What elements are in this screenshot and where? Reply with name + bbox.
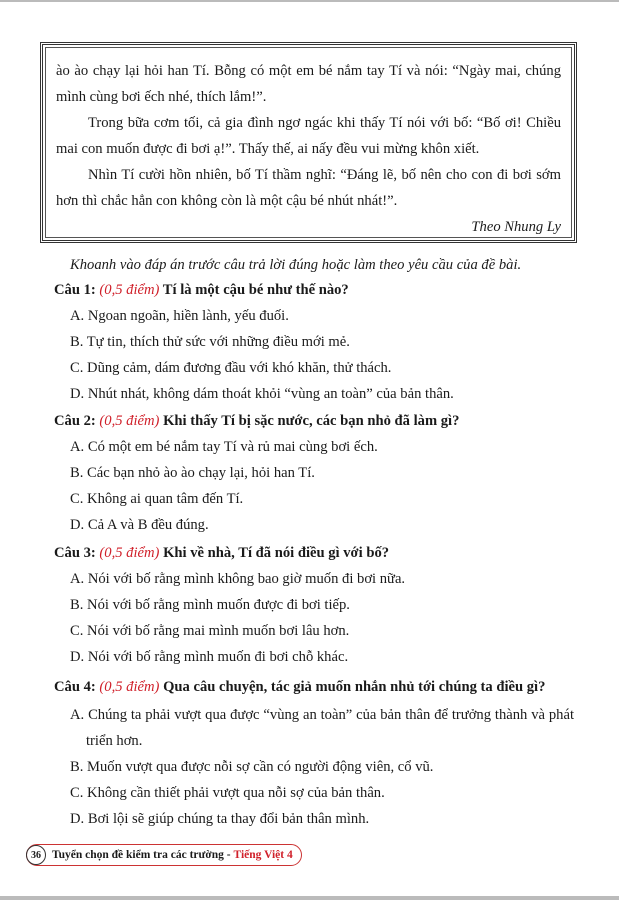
question-text: Khi thấy Tí bị sặc nước, các bạn nhỏ đã làm gì? — [163, 413, 460, 429]
answer-option[interactable]: A. Có một em bé nắm tay Tí và rủ mai cùng bơi ếch. — [70, 439, 378, 455]
question-label: Câu 1: — [54, 282, 96, 298]
question-1 — [54, 277, 574, 407]
book-title: Tuyển chọn đề kiểm tra các trường - — [52, 849, 231, 861]
question-2 — [54, 408, 574, 538]
answer-option[interactable]: C. Không ai quan tâm đến Tí. — [70, 491, 244, 507]
answer-option[interactable]: A. Nói với bố rằng mình không bao giờ muốn đi bơi nữa. — [70, 571, 406, 587]
question-points: (0,5 điểm) — [99, 545, 160, 561]
question-4 — [54, 674, 574, 832]
question-text: Qua câu chuyện, tác giả muốn nhắn nhủ tới chúng ta điều gì? — [163, 679, 546, 695]
bottom-edge — [0, 896, 619, 900]
question-text: Tí là một cậu bé như thế nào? — [162, 282, 349, 298]
passage-paragraph: Trong bữa cơm tối, cả gia đình ngơ ngác khi thấy Tí nói với bố: “Bố ơi! Chiều mai con muốn được đi bơi ạ!”. Thấy thế, ai nấy đều vui mừng khôn xiết. — [56, 115, 561, 157]
answer-option[interactable] — [54, 700, 574, 754]
answer-option[interactable]: C. Nói với bố rằng mai mình muốn bơi lâu hơn. — [70, 623, 350, 639]
answer-option[interactable]: B. Các bạn nhỏ ào ào chạy lại, hỏi han Tí. — [70, 465, 315, 481]
top-edge — [0, 0, 619, 2]
answer-option-text: A. Chúng ta phải vượt qua được “vùng an toàn” của bản thân để trưởng thành và phát triển hơn. — [70, 707, 574, 749]
answer-option[interactable]: B. Nói với bố rằng mình muốn được đi bơi tiếp. — [70, 597, 350, 613]
passage-box — [40, 42, 577, 243]
instruction: Khoanh vào đáp án trước câu trả lời đúng hoặc làm theo yêu cầu của đề bài. — [70, 257, 522, 273]
question-label: Câu 3: — [54, 545, 96, 561]
book-subject: Tiếng Việt 4 — [233, 849, 293, 861]
passage-paragraph: Nhìn Tí cười hồn nhiên, bố Tí thầm nghĩ: “Đáng lẽ, bố nên cho con đi bơi sớm hơn thì chắc hẳn con không còn là một cậu bé nhút nhát!”. — [56, 167, 561, 209]
answer-option[interactable]: D. Bơi lội sẽ giúp chúng ta thay đổi bản thân mình. — [70, 811, 370, 827]
answer-option[interactable]: D. Nhút nhát, không dám thoát khỏi “vùng an toàn” của bản thân. — [70, 386, 454, 402]
passage-source: Theo Nhung Ly — [471, 219, 561, 235]
answer-option[interactable]: D. Nói với bố rằng mình muốn đi bơi chỗ khác. — [70, 649, 349, 665]
question-points: (0,5 điểm) — [99, 679, 160, 695]
answer-option[interactable]: B. Muốn vượt qua được nỗi sợ cần có người động viên, cổ vũ. — [70, 759, 434, 775]
question-3 — [54, 540, 574, 670]
question-points: (0,5 điểm) — [99, 413, 160, 429]
page-number: 36 — [26, 845, 46, 865]
passage-paragraph: ào ào chạy lại hỏi han Tí. Bỗng có một em bé nắm tay Tí và nói: “Ngày mai, chúng mình cùng bơi ếch nhé, thích lắm!”. — [56, 63, 561, 105]
answer-option[interactable]: C. Dũng cảm, dám đương đầu với khó khăn, thử thách. — [70, 360, 392, 376]
answer-option[interactable]: D. Cả A và B đều đúng. — [70, 517, 209, 533]
answer-option[interactable]: C. Không cần thiết phải vượt qua nỗi sợ của bản thân. — [70, 785, 385, 801]
page-footer — [26, 844, 302, 866]
question-points: (0,5 điểm) — [99, 282, 160, 298]
answer-option[interactable]: B. Tự tin, thích thử sức với những điều mới mẻ. — [70, 334, 350, 350]
question-label: Câu 2: — [54, 413, 96, 429]
question-label: Câu 4: — [54, 679, 96, 695]
question-text: Khi về nhà, Tí đã nói điều gì với bố? — [163, 545, 390, 561]
answer-option[interactable]: A. Ngoan ngoãn, hiền lành, yếu đuối. — [70, 308, 289, 324]
